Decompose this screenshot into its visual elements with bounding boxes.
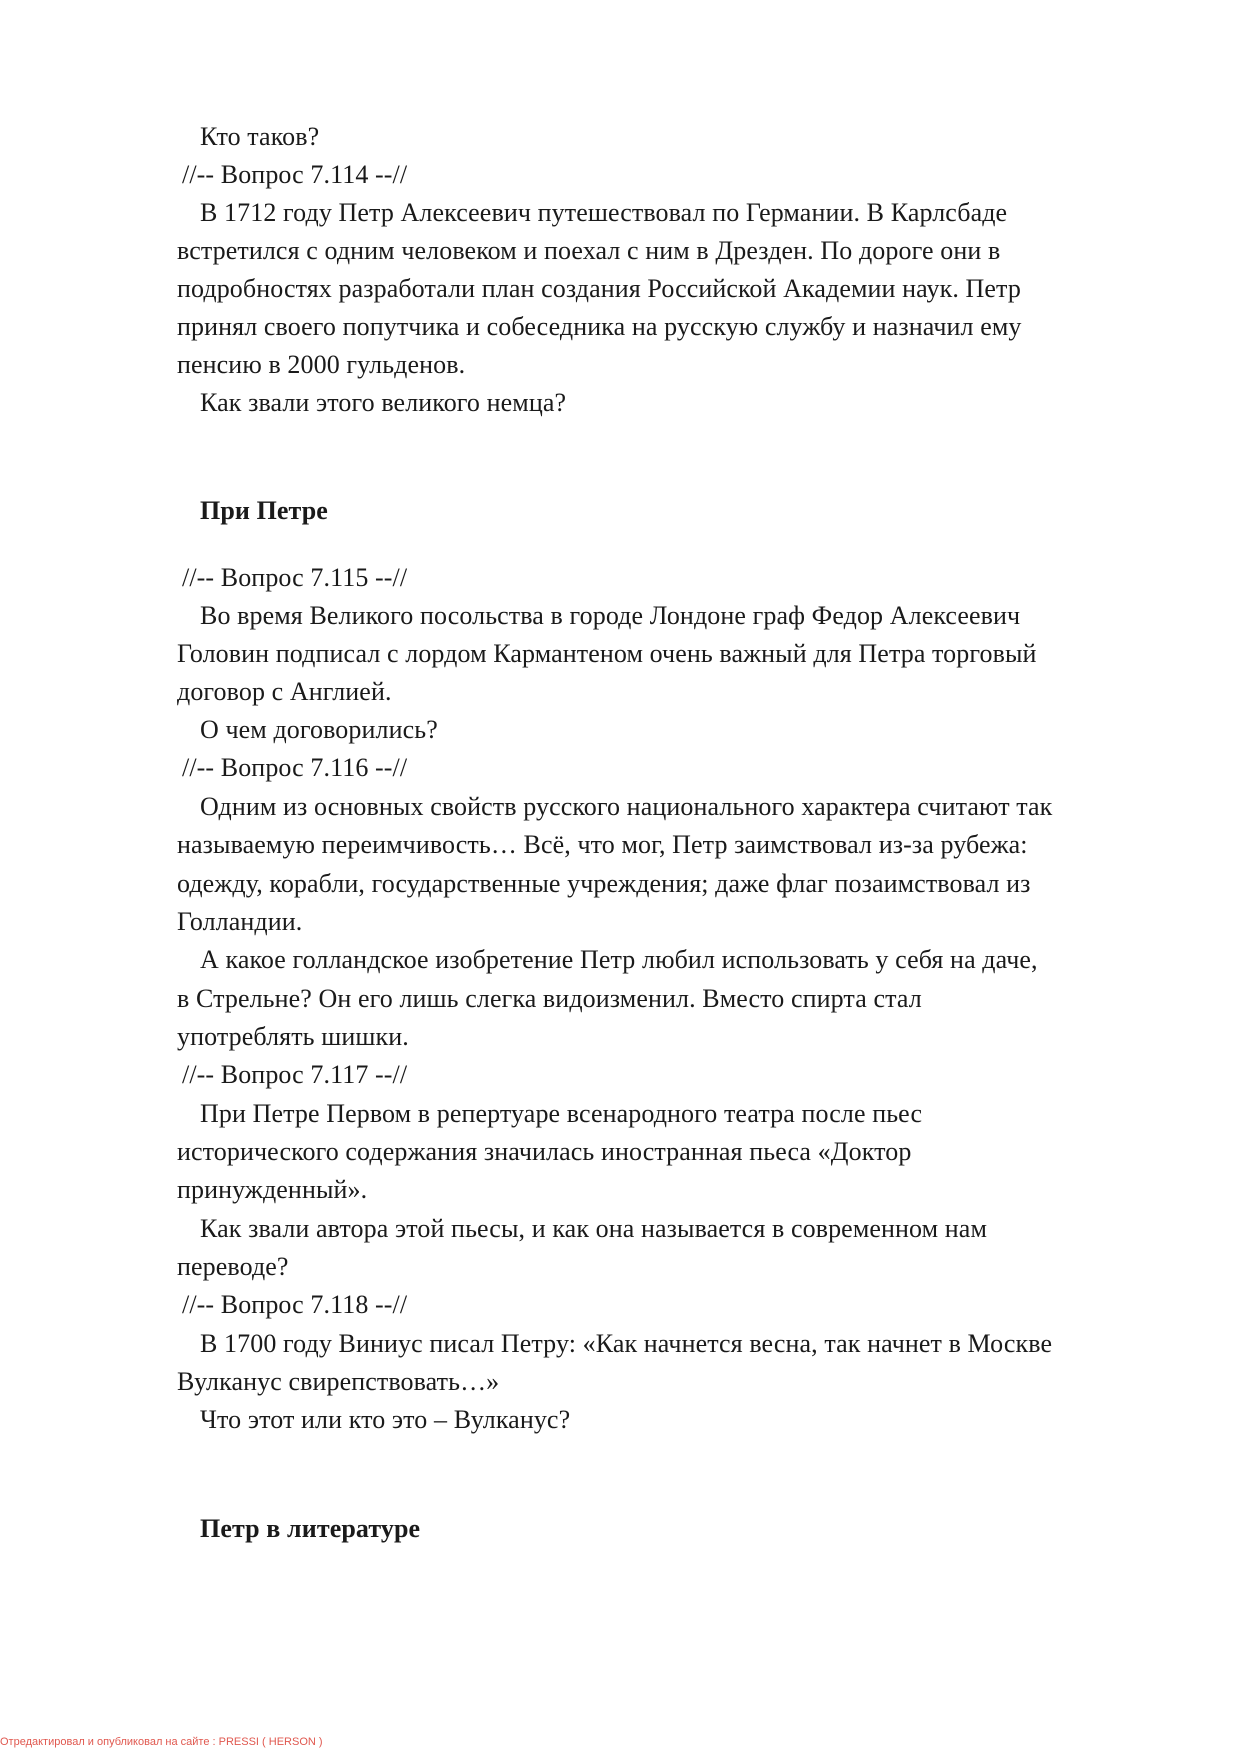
question-header: //-- Вопрос 7.117 --//	[182, 1060, 408, 1089]
paragraph-line: При Петре Первом в репертуаре всенародного театра после пьес	[200, 1099, 923, 1128]
paragraph-line: Головин подписал с лордом Кармантеном очень важный для Петра торговый	[177, 639, 1037, 668]
question-header: //-- Вопрос 7.118 --//	[182, 1290, 408, 1319]
paragraph-line: Как звали автора этой пьесы, и как она называется в современном нам	[200, 1214, 988, 1243]
paragraph-line: Во время Великого посольства в городе Лондоне граф Федор Алексеевич	[200, 601, 1021, 630]
footer-credit: Отредактировал и опубликовал на сайте : PRESSI ( HERSON )	[0, 1736, 323, 1748]
question-header: //-- Вопрос 7.114 --//	[182, 160, 408, 189]
paragraph-line: Как звали этого великого немца?	[200, 388, 567, 417]
paragraph-line: В 1700 году Виниус писал Петру: «Как начнется весна, так начнет в Москве	[200, 1329, 1053, 1358]
section-heading: Петр в литературе	[200, 1514, 421, 1543]
paragraph-line: Кто таков?	[200, 122, 320, 151]
paragraph-line: исторического содержания значилась иностранная пьеса «Доктор	[177, 1137, 912, 1166]
paragraph-line: О чем договорились?	[200, 715, 438, 744]
question-header: //-- Вопрос 7.116 --//	[182, 753, 408, 782]
paragraph-line: одежду, корабли, государственные учреждения; даже флаг позаимствовал из	[177, 869, 1031, 898]
paragraph-line: Одним из основных свойств русского национального характера считают так	[200, 792, 1053, 821]
paragraph-line: договор с Англией.	[177, 677, 392, 706]
paragraph-line: Что этот или кто это – Вулканус?	[200, 1405, 571, 1434]
paragraph-line: А какое голландское изобретение Петр любил использовать у себя на даче,	[200, 945, 1038, 974]
paragraph-line: переводе?	[177, 1252, 289, 1281]
paragraph-line: принужденный».	[177, 1175, 368, 1204]
paragraph-line: подробностях разработали план создания Российской Академии наук. Петр	[177, 274, 1021, 303]
paragraph-line: встретился с одним человеком и поехал с ним в Дрезден. По дороге они в	[177, 236, 1001, 265]
paragraph-line: называемую переимчивость… Всё, что мог, Петр заимствовал из-за рубежа:	[177, 830, 1028, 859]
paragraph-line: в Стрельне? Он его лишь слегка видоизменил. Вместо спирта стал	[177, 984, 922, 1013]
paragraph-line: пенсию в 2000 гульденов.	[177, 350, 466, 379]
question-header: //-- Вопрос 7.115 --//	[182, 563, 408, 592]
section-heading: При Петре	[200, 496, 328, 525]
paragraph-line: Вулканус свирепствовать…»	[177, 1367, 500, 1396]
paragraph-line: Голландии.	[177, 907, 303, 936]
paragraph-line: употреблять шишки.	[177, 1022, 409, 1051]
paragraph-line: принял своего попутчика и собеседника на русскую службу и назначил ему	[177, 312, 1022, 341]
paragraph-line: В 1712 году Петр Алексеевич путешествовал по Германии. В Карлсбаде	[200, 198, 1008, 227]
